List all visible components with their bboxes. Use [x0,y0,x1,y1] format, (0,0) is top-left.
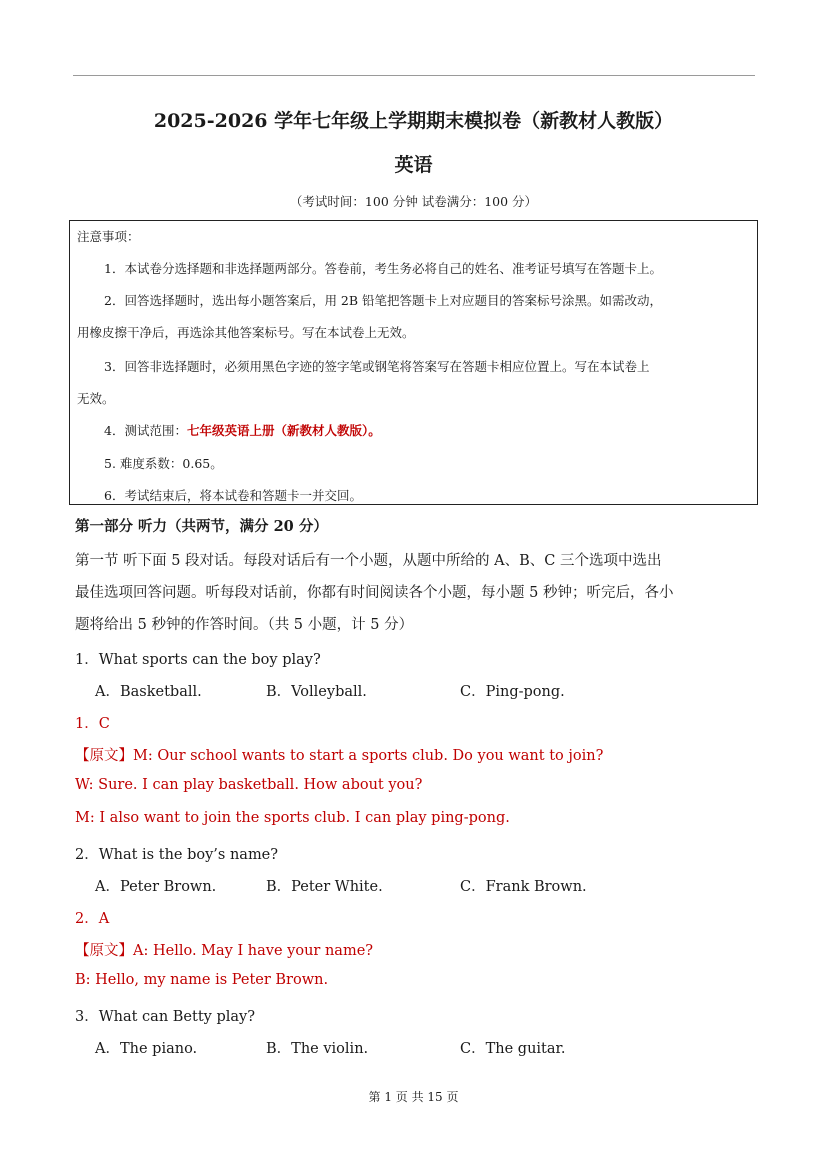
subject-title: 英语 [394,154,433,176]
test-scope: 七年级英语上册（新教材人教版）。 [186,423,381,438]
question-1-script-line-1: 【原文】M: Our school wants to start a sports club. Do you want to join? [75,748,604,764]
notice-item-5: 5. 难度系数：0.65。 [104,456,223,471]
script-label: 【原文】 [75,943,133,959]
question-1-script-line-3: M: I also want to join the sports club. I can play ping-pong. [75,810,510,826]
script-label: 【原文】 [75,748,133,764]
question-1-script-line-2: W: Sure. I can play basketball. How about you? [75,777,423,793]
notice-item-2-line-2: 用橡皮擦干净后，再选涂其他答案标号。写在本试卷上无效。 [77,325,415,340]
question-2-script-line-1: 【原文】A: Hello. May I have your name? [75,943,374,959]
notice-item-3-line-2: 无效。 [77,391,115,406]
question-2-option-b: B．Peter White. [266,879,383,895]
question-2-option-c: C．Frank Brown. [460,879,587,895]
exam-info: （考试时间：100 分钟 试卷满分：100 分） [289,194,538,209]
notice-item-6: 6．考试结束后，将本试卷和答题卡一并交回。 [104,488,362,503]
instructions-line-3: 题将给出 5 秒钟的作答时间。（共 5 小题，计 5 分） [75,617,414,633]
question-1-option-c: C．Ping-pong. [460,684,565,700]
question-1-option-b: B．Volleyball. [266,684,367,700]
header-rule [73,75,755,76]
instructions-line-1: 第一节 听下面 5 段对话。每段对话后有一个小题，从题中所给的 A、B、C 三个选项中选出 [75,553,662,569]
question-3-stem: 3．What can Betty play? [75,1009,255,1025]
page-number: 第 1 页 共 15 页 [368,1090,459,1104]
notice-heading: 注意事项： [77,229,140,244]
question-3-option-a: A．The piano. [95,1041,198,1057]
question-1-answer: 1．C [75,716,110,732]
question-1-option-a: A．Basketball. [95,684,202,700]
question-1-stem: 1．What sports can the boy play? [75,652,321,668]
question-2-stem: 2．What is the boy’s name? [75,847,279,863]
question-2-script-line-2: B: Hello, my name is Peter Brown. [75,972,329,988]
notice-item-1: 1．本试卷分选择题和非选择题两部分。答卷前，考生务必将自己的姓名、准考证号填写在答题卡上。 [104,261,662,276]
notice-item-4-prefix: 4．测试范围： [104,423,187,438]
part-title: 第一部分 听力（共两节，满分 20 分） [75,518,328,535]
notice-item-2-line-1: 2．回答选择题时，选出每小题答案后，用 2B 铅笔把答题卡上对应题目的答案标号涂黑。如需改动， [104,293,663,308]
page-title: 2025-2026 学年七年级上学期期末模拟卷（新教材人教版） [153,110,674,132]
question-2-option-a: A．Peter Brown. [95,879,217,895]
question-2-answer: 2．A [75,911,110,927]
notice-item-3-line-1: 3．回答非选择题时，必须用黑色字迹的签字笔或钢笔将答案写在答题卡相应位置上。写在本试卷上 [104,359,650,374]
question-3-option-b: B．The violin. [266,1041,369,1057]
instructions-line-2: 最佳选项回答问题。听每段对话前，你都有时间阅读各个小题，每小题 5 秒钟；听完后，各小 [75,585,674,601]
notice-box [69,220,758,505]
notice-item-4 [104,421,381,439]
question-3-option-c: C．The guitar. [460,1041,566,1057]
